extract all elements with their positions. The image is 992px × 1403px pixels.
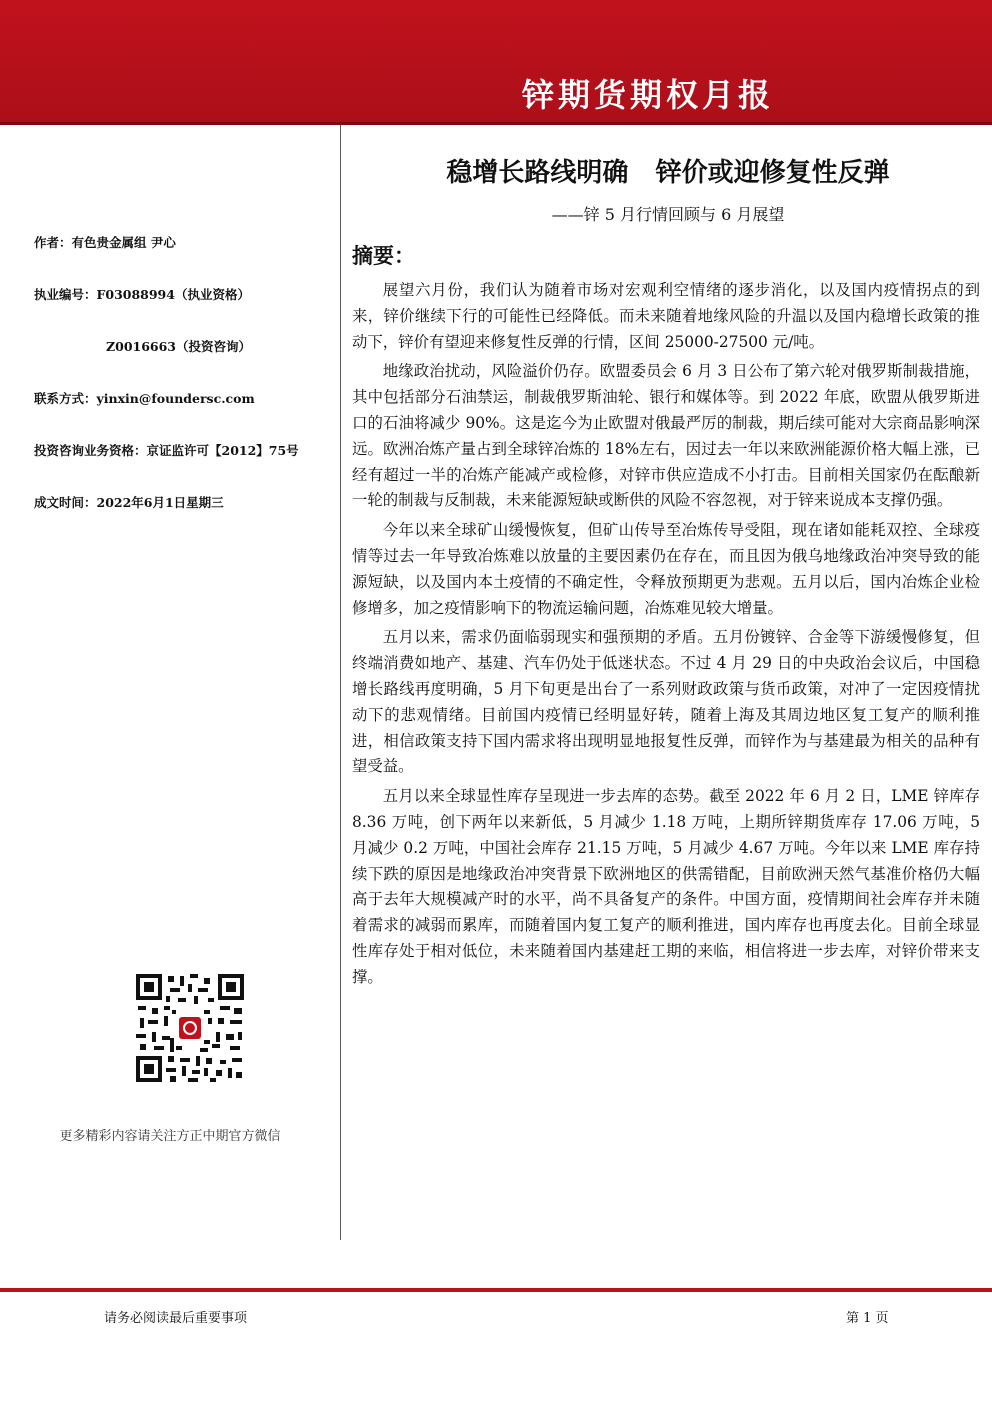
report-series-title: 锌期货期权月报 [521,76,774,114]
report-title: 稳增长路线明确 锌价或迎修复性反弹 [446,158,890,188]
report-subtitle: ——锌 5 月行情回顾与 6 月展望 [551,205,785,224]
qr-caption: 更多精彩内容请关注方正中期官方微信 [59,1129,281,1144]
license-number-2: Z0016663（投资咨询） [106,339,252,354]
summary-paragraph: 今年以来全球矿山缓慢恢复，但矿山传导至冶炼传导受阻，现在诸如能耗双控、全球疫情等过去一年导致冶炼难以放量的主要因素仍在存在，而且因为俄乌地缘政治冲突导致的能源短缺，以及国内本土疫情的不确定性，令释放预期更为悲观。五月以后，国内冶炼企业检修增多，加之疫情影响下的物流运输问题，冶炼难见较大增量。 [352,521,980,617]
wechat-qr-code-icon[interactable] [134,972,246,1084]
summary-paragraph: 五月以来，需求仍面临弱现实和强预期的矛盾。五月份镀锌、合金等下游缓慢修复，但终端消费如地产、基建、汽车仍处于低迷状态。不过 4 月 29 日的中央政治会议后，中国稳增长路线再度明确，5 月下旬更是出台了一系列财政政策与货币政策，对冲了一定因疫情扰动下的悲观情绪。目前国内疫情已经明显好转，随着上海及其周边地区复工复产的顺利推进，相信政策支持下国内需求将出现明显地报复性反弹，而锌作为与基建最为相关的品种有望受益。 [352,628,980,776]
author-info: 作者：有色贵金属组 尹心 [34,235,176,250]
banner-shadow [0,122,992,125]
page-number: 第 1 页 [846,1311,889,1326]
header-banner [0,0,992,122]
publish-date: 成文时间：2022年6月1日星期三 [34,495,224,510]
summary-heading: 摘要： [352,243,415,268]
summary-body [352,278,980,995]
summary-paragraph: 五月以来全球显性库存呈现进一步去库的态势。截至 2022 年 6 月 2 日，LME 锌库存 8.36 万吨，创下两年以来新低，5 月减少 1.18 万吨，上期所锌期货库存 17.06 万吨，5 月减少 0.2 万吨，中国社会库存 21.15 万吨，5 月减少 4.67 万吨。今年以来 LME 库存持续下跌的原因是地缘政治冲突背景下欧洲地区的供需错配，目前欧洲天然气基准价格仍大幅高于去年大规模减产时的水平，尚不具备复产的条件。中国方面，疫情期间社会库存并未随着需求的减弱而累库，而随着国内复工复产的顺利推进，国内库存也再度去化。目前全球显性库存处于相对低位，未来随着国内基建赶工期的来临，相信将进一步去库，对锌价带来支撑。 [352,787,980,986]
summary-paragraph: 展望六月份，我们认为随着市场对宏观利空情绪的逐步消化，以及国内疫情拐点的到来，锌价继续下行的可能性已经降低。而未来随着地缘风险的升温以及国内稳增长政策的推动下，锌价有望迎来修复性反弹的行情，区间 25000-27500 元/吨。 [352,281,980,351]
column-divider [340,125,341,1240]
contact-email: 联系方式：yinxin@foundersc.com [34,391,255,406]
summary-paragraph: 地缘政治扰动，风险溢价仍存。欧盟委员会 6 月 3 日公布了第六轮对俄罗斯制裁措施，其中包括部分石油禁运，制裁俄罗斯油轮、银行和媒体等。到 2022 年底，欧盟从俄罗斯进口的石油将减少 90%。这是迄今为止欧盟对俄最严厉的制裁，期后续可能对大宗商品影响深远。欧洲冶炼产量占到全球锌冶炼的 18%左右，因过去一年以来欧洲能源价格大幅上涨，已经有超过一半的冶炼产能减产或检修，对锌市供应造成不小打击。目前相关国家仍在酝酿新一轮的制裁与反制裁，未来能源短缺或断供的风险不容忽视，对于锌来说成本支撑仍强。 [352,362,980,510]
footer-disclaimer: 请务必阅读最后重要事项 [104,1311,248,1326]
license-number: 执业编号：F03088994（执业资格） [34,287,250,302]
footer-divider [0,1288,992,1292]
advisory-qualification: 投资咨询业务资格：京证监许可【2012】75号 [34,443,299,458]
